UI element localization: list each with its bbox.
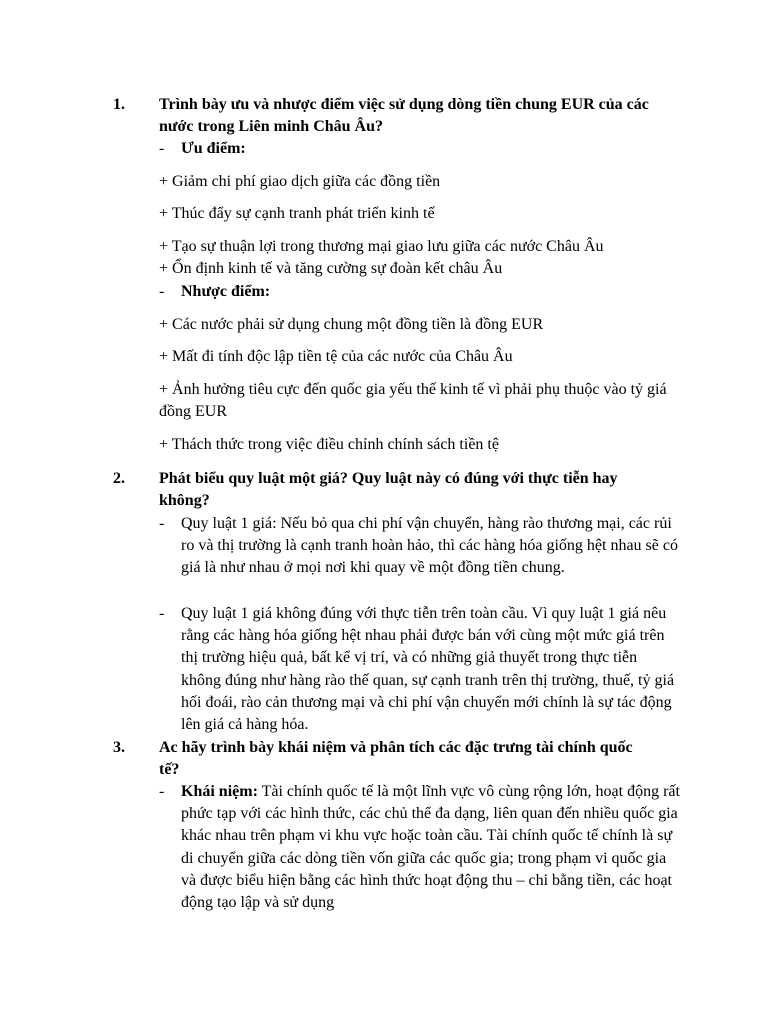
q2-bullet-dash: - (159, 605, 165, 622)
concept-text: Tài chính quốc tế là một lĩnh vực vô cùng rộng lớn, hoạt động rất phức tạp với các hình thức, các chủ thể đa dạng, liên quan đến nhiều quốc gia khác nhau trên phạm vi khu vực hoặc toàn cầu. Tài chính quốc tế chính là sự di chuyển giữa các dòng tiền vốn giữa các quốc gia; trong phạm vi quốc gia và được biểu hiện bằng các hình thức hoạt động thu – chi bằng tiền, các hoạt động tạo lập và sử dụng (181, 783, 680, 912)
q2-bullet-dash: - (159, 515, 165, 532)
concept-label: Khái niệm: (181, 783, 258, 800)
question-1-number: 1. (113, 96, 125, 113)
q3-bullet-dash: - (159, 783, 165, 800)
advantage-item: + Tạo sự thuận lợi trong thương mại giao lưu giữa các nước Châu Âu (159, 238, 604, 255)
disadvantage-item: + Các nước phải sử dụng chung một đồng tiền là đồng EUR (159, 316, 544, 333)
q2-bullet-text: Quy luật 1 giá: Nếu bỏ qua chi phí vận chuyển, hàng rào thương mại, các rủi ro và thị trường là cạnh tranh hoàn hảo, thì các hàng hóa giống hệt nhau sẽ có giá là như nhau ở mọi nơi khi quay về một đồng tiền chung. (181, 515, 678, 577)
question-2-number: 2. (113, 470, 125, 487)
question-1-title: Trình bày ưu và nhược điểm việc sử dụng dòng tiền chung EUR của các nước trong Liên minh Châu Âu? (159, 96, 649, 135)
question-2-title: Phát biểu quy luật một giá? Quy luật này có đúng với thực tiễn hay không? (159, 470, 618, 509)
disadvantage-item: + Ảnh hưởng tiêu cực đến quốc gia yếu thế kinh tế vì phải phụ thuộc vào tỷ giá đồng EUR (159, 381, 667, 420)
disadvantages-dash: - (159, 283, 165, 300)
advantages-dash: - (159, 140, 165, 157)
q2-bullet-text: Quy luật 1 giá không đúng với thực tiễn trên toàn cầu. Vì quy luật 1 giá nêu rằng các hàng hóa giống hệt nhau phải được bán với cùng một mức giá trên thị trường hiệu quả, bất kể vị trí, và có những giả thuyết trong thực tiễn không đúng như hàng rào thế quan, sự cạnh tranh trên thị trường, thuế, tỷ giá hối đoái, rào cản thương mại và chi phí vận chuyển mới chính là sự tác động lên giá cả hàng hóa. (181, 605, 675, 734)
question-3-title: Ac hãy trình bày khái niệm và phân tích các đặc trưng tài chính quốc tế? (159, 739, 633, 778)
advantage-item: + Giảm chi phí giao dịch giữa các đồng tiền (159, 173, 441, 190)
advantages-heading: Ưu điểm: (181, 140, 246, 157)
disadvantage-item: + Mất đi tính độc lập tiền tệ của các nước của Châu Âu (159, 348, 513, 365)
q3-concept-paragraph (181, 781, 681, 914)
advantage-item: + Ổn định kinh tế và tăng cường sự đoàn kết châu Âu (159, 260, 503, 277)
disadvantages-heading: Nhược điểm: (181, 283, 271, 300)
advantage-item: + Thúc đẩy sự cạnh tranh phát triển kinh tế (159, 205, 435, 222)
question-3-number: 3. (113, 739, 125, 756)
disadvantage-item: + Thách thức trong việc điều chỉnh chính sách tiền tệ (159, 436, 499, 453)
